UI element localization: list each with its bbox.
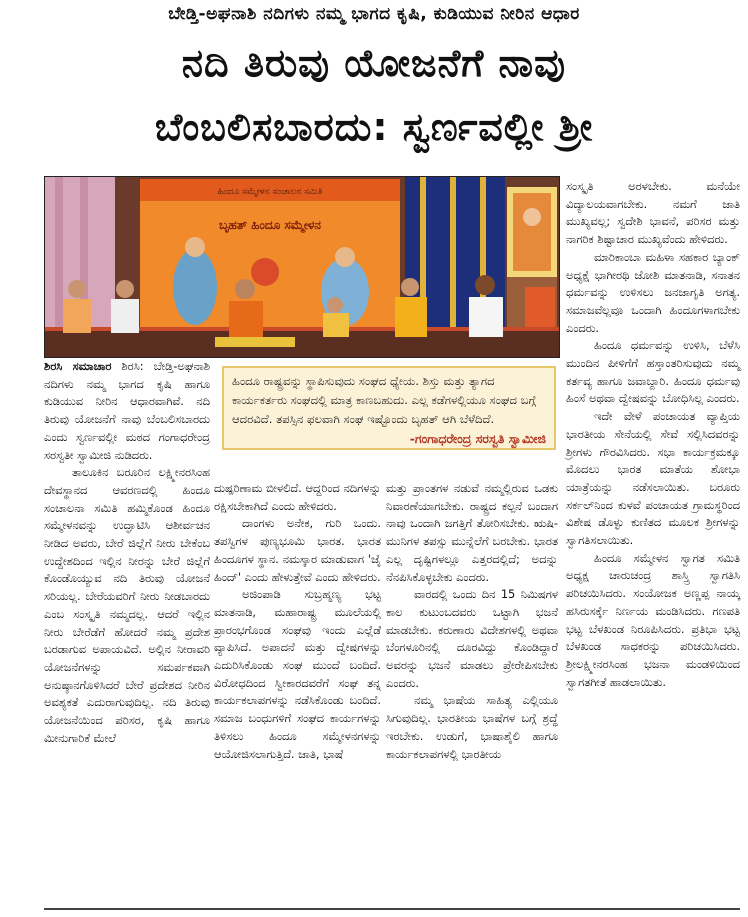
paragraph: ಮತ್ತು ಪ್ರಾಂತಗಳ ನಡುವೆ ನಮ್ಮಲ್ಲಿರುವ ಒಡಕು ನಿವಾರಣೆಯಾಗಬೇಕು. ರಾಷ್ಟ್ರದ ಕಲ್ಪನೆ ಬಂದಾಗ ನಾವು ಒಂದಾಗಿ ಜಗತ್ತಿಗೆ ತೋರಿಸಬೇಕು. ಋಷಿ-ಮುನಿಗಳ ತಪಸ್ಸು ಮುನ್ನೆಲೆಗೆ ಬರಬೇಕು. ಭಾರತ ಎಲ್ಲ ದೃಷ್ಟಿಗಳಲ್ಲೂ ಎತ್ತರದಲ್ಲಿದೆ; ಅದನ್ನು ನೆನಪಿಸಿಕೊಳ್ಳಬೇಕು ಎಂದರು. (386, 481, 558, 584)
paragraph: ಹಿಂದೂ ಸಮ್ಮೇಳನ ಸ್ವಾಗತ ಸಮಿತಿ ಅಧ್ಯಕ್ಷ ಚಾರುಚಂದ್ರ ಶಾಸ್ತ್ರಿ ಸ್ವಾಗತಿಸಿ ಪರಿಚಯಿಸಿದರು. ಸಂಯೋಜಕ ಅಣ್ಣಪ್ಪ ನಾಯ್ಕ ಹಸಿರುಸರ್ಕ್ಕೆ ನಿರ್ಣಯ ಮಂಡಿಸಿದರು. ಗಣಪತಿ ಭಟ್ಟ ಬೆಳಖಂಡ ನಿರೂಪಿಸಿದರು. ಪ್ರತಿಭಾ ಭಟ್ಟ ಬೆಳಖಂಡ ಸಾಧಕರನ್ನು ಪರಿಚಯಿಸಿದರು. ಶ್ರೀಲಕ್ಷ್ಮೀನರಸಿಂಹ ಭಜನಾ ಮಂಡಳಿಯಿಂದ ಸ್ವಾಗತಗೀತೆ ಹಾಡಲಾಯಿತು. (566, 550, 740, 689)
article-column-3 (386, 480, 558, 763)
paragraph: ದುಷ್ಪರಿಣಾಮ ಬೀಳಲಿದೆ. ಆದ್ದರಿಂದ ನದಿಗಳನ್ನು ರಕ್ಷಿಸಬೇಕಾಗಿದೆ ಎಂದು ಹೇಳಿದರು. (214, 481, 381, 513)
paragraph: ಸಂಸ್ಕೃತಿ ಅರಳಬೇಕು. ಮನೆಯೇ ವಿದ್ಯಾಲಯವಾಗಬೇಕು. ನಮಗೆ ಜಾತಿ ಮುಖ್ಯವಲ್ಲ; ಸ್ವದೇಶಿ ಭಾವನೆ, ಪರಿಸರ ಮತ್ತು ನಾಗರಿಕ ಶಿಷ್ಟಾಚಾರ ಮುಖ್ಯವೆಂದು ಹೇಳಿದರು. (566, 179, 740, 247)
paragraph: ಇದೇ ವೇಳೆ ಪಂಚಾಯತ ವ್ಯಾಪ್ತಿಯ ಭಾರತೀಯ ಸೇನೆಯಲ್ಲಿ ಸೇವೆ ಸಲ್ಲಿಸಿದವರನ್ನು ಶ್ರೀಗಳು ಗೌರವಿಸಿದರು. ಸಭಾ ಕಾರ್ಯಕ್ರಮಕ್ಕೂ ಮೊದಲು ಭಾರತ ಮಾತೆಯ ಶೋಭಾ ಯಾತ್ರೆಯನ್ನು ನಡೆಸಲಾಯಿತು. ಬರೂರು ಸರ್ಕಲ್‌ನಿಂದ ಕುಳವೆ ಪಂಚಾಯತ ಗ್ರಾಮಸ್ಥರಿಂದ ವಿಶೇಷ ಡೊಳ್ಳು ಕುಣಿತದ ಮೂಲಕ ಶ್ರೀಗಳನ್ನು ಸ್ವಾಗತಿಸಲಾಯಿತು. (566, 409, 740, 548)
headline-line-2: ಬೆಂಬಲಿಸಬಾರದು: ಸ್ವರ್ಣವಲ್ಲೀ ಶ್ರೀ (154, 105, 594, 149)
article-column-4 (566, 178, 740, 691)
paragraph: ಮಾರಿಕಾಂಬಾ ಮಹಿಳಾ ಸಹಕಾರ ಬ್ಯಾಂಕ್ ಅಧ್ಯಕ್ಷೆ ಭಾಗೀರಥಿ ಜೋಶಿ ಮಾತನಾಡಿ, ಸನಾತನ ಧರ್ಮವನ್ನು ಉಳಿಸಲು ಜನಜಾಗೃತಿ ಅಗತ್ಯ. ಸಮಾಜವೆಲ್ಲವೂ ಒಂದಾಗಿ ಹಿಂದೂಗಳಾಗಬೇಕು ಎಂದರು. (566, 249, 740, 335)
paragraph: ನಮ್ಮ ಭಾಷೆಯ ಸಾಹಿತ್ಯ ಎಲ್ಲಿಯೂ ಸಿಗುವುದಿಲ್ಲ. ಭಾರತೀಯ ಭಾಷೆಗಳ ಬಗ್ಗೆ ಶ್ರದ್ಧೆ ಇರಬೇಕು. ಉಡುಗೆ, ಭಾಷಾಶೈಲಿ ಹಾಗೂ ಕಾರ್ಯಕಲಾಪಗಳಲ್ಲಿ ಭಾರತೀಯ (386, 693, 558, 761)
photo-banner-text-2: ಬೃಹತ್ ಹಿಂದೂ ಸಮ್ಮೇಳನ (219, 218, 321, 232)
headline-line-1: ನದಿ ತಿರುವು ಯೋಜನೆಗೆ ನಾವು (181, 41, 567, 85)
paragraph (44, 358, 210, 464)
paragraph-text: ಶಿರಸಿ: ಬೇಡ್ತಿ-ಅಘನಾಶಿ ನದಿಗಳು ನಮ್ಮ ಭಾಗದ ಕೃಷಿ ಹಾಗೂ ಕುಡಿಯುವ ನೀರಿನ ಆಧಾರವಾಗಿವೆ. ನದಿ ತಿರುವು ಯೋಜನೆಗೆ ನಾವು ಬೆಂಬಲಿಸಬಾರದು ಎಂದು ಸ್ವರ್ಣವಲ್ಲೀ ಮಠದ ಗಂಗಾಧರೇಂದ್ರ ಸರಸ್ವತೀ ಸ್ವಾಮೀಜಿ ನುಡಿದರು. (44, 359, 211, 462)
article-kicker: ಬೇಡ್ತಿ-ಅಘನಾಶಿ ನದಿಗಳು ನಮ್ಮ ಭಾಗದ ಕೃಷಿ, ಕುಡಿಯುವ ನೀರಿನ ಆಧಾರ (168, 4, 580, 24)
photo-banner-text-1: ಹಿಂದೂ ಸಮ್ಮೇಳನ ಸಂಚಾಲನ ಸಮಿತಿ (217, 187, 323, 197)
pull-quote-attribution: -ಗಂಗಾಧರೇಂದ್ರ ಸರಸ್ವತಿ ಸ್ವಾಮೀಜಿ (409, 431, 546, 446)
paragraph: ವಾರದಲ್ಲಿ ಒಂದು ದಿನ 15 ನಿಮಿಷಗಳ ಕಾಲ ಕುಟುಂಬದವರು ಒಟ್ಟಾಗಿ ಭಜನೆ ಮಾಡಬೇಕು. ಕರುಣಾರು ವಿದೇಶಗಳಲ್ಲಿ ಅಥವಾ ಬೆಂಗಳೂರಿನಲ್ಲಿ ದೂರವಿದ್ದು ಕೊಂಡಿದ್ದಾರೆ ಅವರನ್ನು ಭಜನೆ ಮಾಡಲು ಪ್ರೇರೇಪಿಸಬೇಕು ಎಂದರು. (386, 587, 558, 690)
dateline: ಶಿರಸಿ ಸಮಾಚಾರ (44, 359, 112, 373)
article-column-2 (214, 480, 381, 763)
article-column-1 (44, 358, 210, 747)
event-photo (44, 176, 560, 358)
pull-quote (222, 366, 556, 450)
paragraph: ದಾಂಗಳು ಅನೇಕ, ಗುರಿ ಒಂದು. ತಪಸ್ವಿಗಳ ಪುಣ್ಯಭೂಮಿ ಭಾರತ. ಭಾರತ ಹಿಂದೂಗಳ ಸ್ಥಾನ. ನಮಸ್ಕಾರ ಮಾಡುವಾಗ 'ಜೈ ಹಿಂದ್' ಎಂದು ಹೇಳುತ್ತೇವೆ ಎಂದು ಹೇಳಿದರು. (214, 516, 381, 584)
paragraph: ತಾಲೂಕಿನ ಬರೂರಿನ ಲಕ್ಷ್ಮೀನರಸಿಂಹ ದೇವಸ್ಥಾನದ ಆವರಣದಲ್ಲಿ ಹಿಂದೂ ಸಂಚಾಲನಾ ಸಮಿತಿ ಹಮ್ಮಿಕೊಂಡ ಹಿಂದೂ ಸಮ್ಮೇಳನವನ್ನು ಉದ್ಘಾಟಿಸಿ ಆಶೀರ್ವಚನ ನೀಡಿದ ಅವರು, ಬೇರೆ ಜಿಲ್ಲೆಗೆ ನೀರು ಬೇಕೆಂಬ ಉದ್ದೇಶದಿಂದ ಇಲ್ಲಿನ ನೀರನ್ನು ಬೇರೆ ಜಿಲ್ಲೆಗೆ ಕೊಂಡೊಯ್ಯುವ ನದಿ ತಿರುವು ಯೋಜನೆ ಸರಿಯಲ್ಲ. ಬೇರೆಯವರಿಗೆ ನೀರು ನೀಡಬಾರದು ಎಂಬ ಸಂಸ್ಕೃತಿ ನಮ್ಮದಲ್ಲ. ಆದರೆ ಇಲ್ಲಿನ ನೀರು ಬೇರೆಡೆಗೆ ಹೋದರೆ ನಮ್ಮ ಪ್ರದೇಶ ಬರಡಾಗುವ ಅಪಾಯವಿದೆ. ಅಲ್ಲಿನ ನೀರಾವರಿ ಯೋಜನೆಗಳನ್ನು ಸಮರ್ಪಕವಾಗಿ ಅನುಷ್ಠಾನಗೊಳಿಸಿದರೆ ಬೇರೆ ಪ್ರದೇಶದ ನೀರಿನ ಅವಶ್ಯಕತೆ ಎದುರಾಗುವುದಿಲ್ಲ. ನದಿ ತಿರುವು ಯೋಜನೆಯಿಂದ ಪರಿಸರ, ಕೃಷಿ ಹಾಗೂ ಮೀನುಗಾರಿಕೆ ಮೇಲೆ (44, 465, 210, 745)
paragraph: ಅಜಿಂಪಾಡಿ ಸುಬ್ರಹ್ಮಣ್ಯ ಭಟ್ಟ ಮಾತನಾಡಿ, ಮಹಾರಾಷ್ಟ್ರ ಮೂಲೆಯಲ್ಲಿ ಪ್ರಾರಂಭಗೊಂಡ ಸಂಘವು ಇಂದು ಎಲ್ಲೆಡೆ ವ್ಯಾಪಿಸಿದೆ. ಅಪಾದನೆ ಮತ್ತು ದ್ವೇಷಗಳನ್ನು ಎದುರಿಸಿಕೊಂಡು ಸಂಘ ಮುಂದೆ ಬಂದಿದೆ. ವಿರೋಧದಿಂದ ಸ್ವೀಕಾರದವರೆಗೆ ಸಂಘ ತನ್ನ ಕಾರ್ಯಕಲಾಪಗಳನ್ನು ನಡೆಸಿಕೊಂಡು ಬಂದಿದೆ. ಸಮಾಜ ಬಂಧುಗಳಿಗೆ ಸಂಘದ ಕಾರ್ಯಗಳನ್ನು ತಿಳಿಸಲು ಹಿಂದೂ ಸಮ್ಮೇಳನಗಳನ್ನು ಆಯೋಜಿಸಲಾಗುತ್ತಿದೆ. ಜಾತಿ, ಭಾಷೆ (214, 587, 381, 761)
bottom-rule (44, 908, 740, 910)
pull-quote-text: ಹಿಂದೂ ರಾಷ್ಟ್ರವನ್ನು ಸ್ಥಾಪಿಸುವುದು ಸಂಘದ ಧ್ಯೇಯ. ಶಿಸ್ತು ಮತ್ತು ತ್ಯಾಗದ ಕಾರ್ಯಕರ್ತರು ಸಂಘದಲ್ಲಿ ಮಾತ್ರ ಕಾಣಬಹುದು. ಎಲ್ಲ ಕಡೆಗಳಲ್ಲಿಯೂ ಸಂಘದ ಬಗ್ಗೆ ಆದರವಿದೆ. ತಪಸ್ಸಿನ ಫಲವಾಗಿ ಸಂಘ ಇಷ್ಟೊಂದು ಬೃಹತ್ ಆಗಿ ಬೆಳೆದಿದೆ. (232, 374, 536, 426)
paragraph: ಹಿಂದೂ ಧರ್ಮವನ್ನು ಉಳಿಸಿ, ಬೆಳೆಸಿ ಮುಂದಿನ ಪೀಳಿಗೆಗೆ ಹಸ್ತಾಂತರಿಸುವುದು ನಮ್ಮ ಕರ್ತವ್ಯ ಹಾಗೂ ಜವಾಬ್ದಾರಿ. ಹಿಂದೂ ಧರ್ಮವು ಹಿಂಸೆ ಅಥವಾ ದ್ವೇಷವನ್ನು ಬೋಧಿಸಿಲ್ಲ ಎಂದರು. (566, 338, 740, 406)
